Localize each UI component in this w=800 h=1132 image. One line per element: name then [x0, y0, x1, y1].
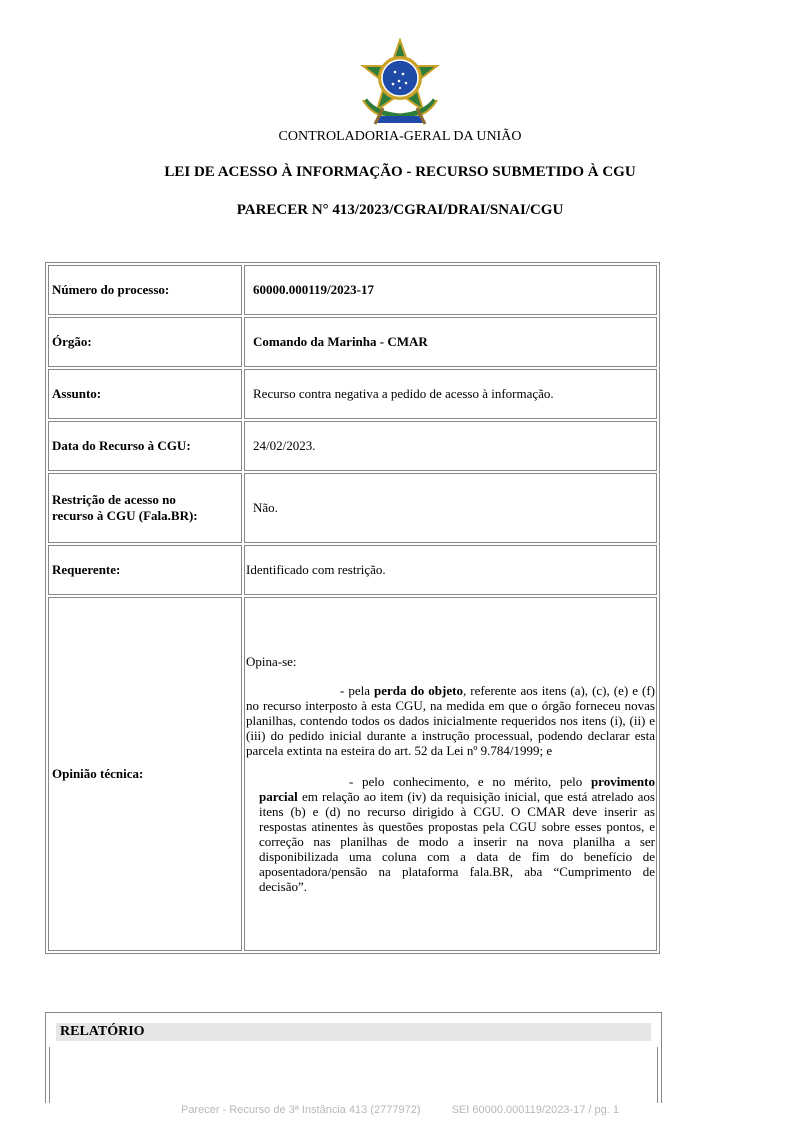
- opinion-paragraph-1: - pela perda do objeto, referente aos itens (a), (c), (e) e (f) no recurso interposto à esta CGU, na medida em que o órgão forneceu novas planilhas, contendo todos os dados inicialmente requeridos nos itens (i), (ii) e (iii) do pedido inicial durante a instrução processual, podendo declarar esta parcela extinta na esteira do art. 52 da Lei nº 9.784/1999; e: [246, 683, 655, 758]
- table-row: [48, 265, 657, 315]
- requester-label: Requerente:: [48, 545, 242, 595]
- date-label: Data do Recurso à CGU:: [48, 421, 242, 471]
- requester-value: Identificado com restrição.: [244, 545, 657, 595]
- opinion-paragraph-2: - pelo conhecimento, e no mérito, pelo provimento parcial em relação ao item (iv) da requisição inicial, que está atrelado aos itens (b) e (d) no recurso dirigido à CGU. O CMAR deve inserir as respostas atinentes às questões propostas pela CGU sobre esses pontos, e correção nas planilhas de modo a inserir na nova planilha a ser disponibilizada uma coluna com a data de fim do benefício de aposentadora/pensão na plataforma fala.BR, aba “Cumprimento de decisão”.: [259, 774, 655, 894]
- subject-label: Assunto:: [48, 369, 242, 419]
- coat-of-arms-emblem: [355, 38, 445, 126]
- report-body: [49, 1047, 658, 1103]
- organ-label: Órgão:: [48, 317, 242, 367]
- opinion-content: [244, 597, 657, 951]
- date-value: 24/02/2023.: [244, 421, 657, 471]
- subject-value: Recurso contra negativa a pedido de acesso à informação.: [244, 369, 657, 419]
- opinion-number: PARECER N° 413/2023/CGRAI/DRAI/SNAI/CGU: [236, 202, 564, 218]
- table-row: [48, 473, 657, 543]
- table-row: [48, 369, 657, 419]
- process-info-table: [45, 262, 660, 954]
- organ-value: Comando da Marinha - CMAR: [244, 317, 657, 367]
- opinion-label: Opinião técnica:: [48, 597, 242, 951]
- table-row: [48, 421, 657, 471]
- opinion-intro: Opina-se:: [246, 654, 297, 669]
- organization-name: CONTROLADORIA-GERAL DA UNIÃO: [278, 129, 522, 144]
- restriction-label-line1: Restrição de acesso no: [52, 492, 176, 507]
- restriction-value: Não.: [244, 473, 657, 543]
- page-footer: [0, 1104, 800, 1116]
- process-label: Número do processo:: [48, 265, 242, 315]
- document-title: LEI DE ACESSO À INFORMAÇÃO - RECURSO SUBMETIDO À CGU: [164, 164, 636, 180]
- footer-document-ref: Parecer - Recurso de 3ª Instância 413 (2777972): [181, 1104, 421, 1116]
- restriction-label: [48, 473, 242, 543]
- table-row: [48, 317, 657, 367]
- table-row: [48, 597, 657, 951]
- report-section: [45, 1012, 662, 1103]
- report-heading: RELATÓRIO: [56, 1023, 651, 1041]
- table-row: [48, 545, 657, 595]
- restriction-label-line2: recurso à CGU (Fala.BR):: [52, 508, 198, 523]
- process-value: 60000.000119/2023-17: [244, 265, 657, 315]
- footer-process-page: SEI 60000.000119/2023-17 / pg. 1: [451, 1104, 619, 1116]
